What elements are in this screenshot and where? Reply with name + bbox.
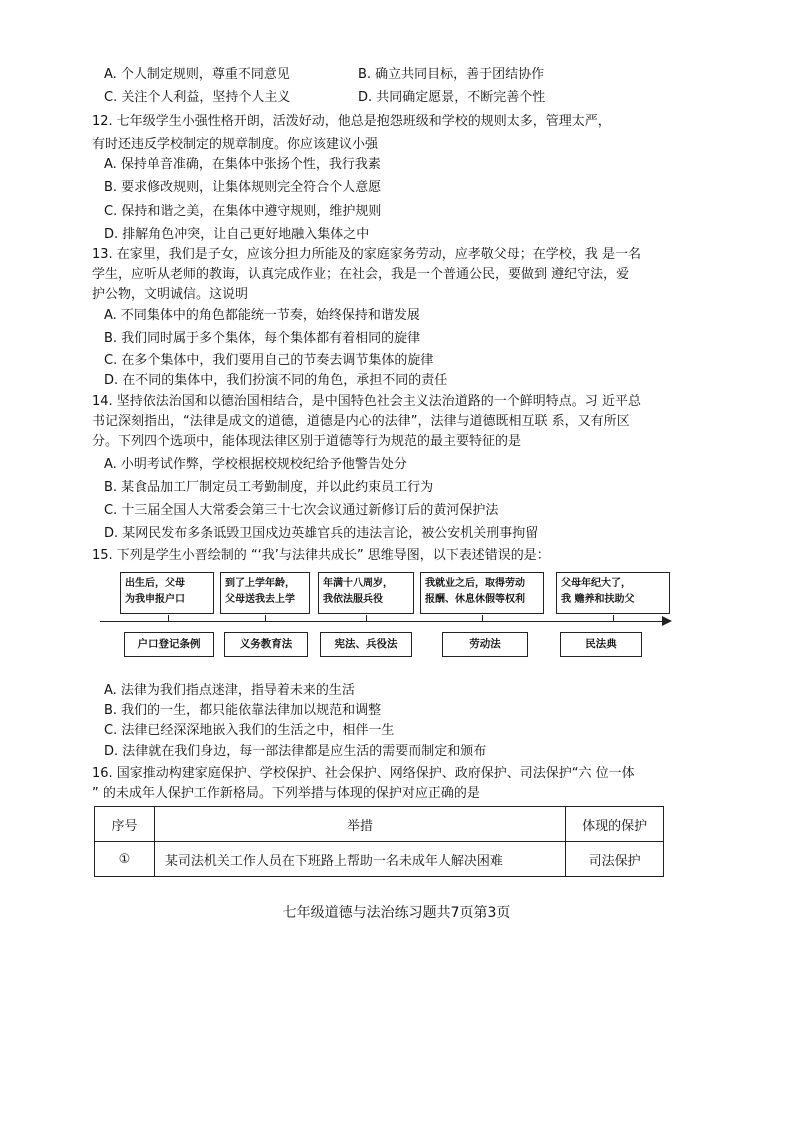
q14-option-b: B. 某食品加工厂制定员工考勤制度，并以此约束员工行为 xyxy=(104,480,434,495)
q12-stem-line1: 12. 七年级学生小强性格开朗，活泼好动，他总是抱怨班级和学校的规则太多，管理太严， xyxy=(92,114,611,129)
q13-stem-line3: 护公物，文明诚信。这说明 xyxy=(92,287,249,302)
table-cell-index: ① xyxy=(95,842,155,877)
q12-option-c: C. 保持和谐之美，在集体中遵守规则，维护规则 xyxy=(104,204,382,219)
q14-stem-line3: 分。下列四个选项中，能体现法律区别于道德等行为规范的最主要特征的是 xyxy=(92,434,522,449)
q15-option-d: D. 法律就在我们身边，每一部法律都是应生活的需要而制定和颁布 xyxy=(104,744,487,759)
q12-option-b: B. 要求修改规则，让集体规则完全符合个人意愿 xyxy=(104,180,382,195)
q15-option-c: C. 法律已经深深地嵌入我们的生活之中，相伴一生 xyxy=(104,723,395,738)
event-line2: 报酬、休息休假等权利 xyxy=(425,594,525,605)
table-row xyxy=(95,842,664,877)
q12-option-a: A. 保持单音准确，在集体中张扬个性，我行我素 xyxy=(104,157,381,172)
q15-option-a: A. 法律为我们指点迷津，指导着未来的生活 xyxy=(104,683,355,698)
q15-stem: 15. 下列是学生小晋绘制的 “‘我’与法律共成长” 思维导图，以下表述错误的是： xyxy=(92,548,550,563)
mind-map-law: 劳动法 xyxy=(442,632,528,657)
event-line1: 父母年纪大了， xyxy=(561,578,631,589)
mind-map-event xyxy=(556,572,670,614)
event-line1: 到了上学年龄， xyxy=(225,578,295,589)
q13-option-b: B. 我们同时属于多个集体，每个集体都有着相同的旋律 xyxy=(104,331,421,346)
table-header-cell: 举措 xyxy=(154,807,565,842)
q14-stem-line2: 书记深刻指出，“法律是成文的道德，道德是内心的法律”，法律与道德既相互联 系，又有所区 xyxy=(92,414,630,429)
q11-option-b: B. 确立共同目标，善于团结协作 xyxy=(358,67,545,82)
protection-measures-table xyxy=(94,806,664,877)
q16-stem-line2: ” 的未成年人保护工作新格局。下列举措与体现的保护对应正确的是 xyxy=(92,786,480,801)
q11-option-a: A. 个人制定规则，尊重不同意见 xyxy=(104,67,290,82)
table-cell-protection: 司法保护 xyxy=(566,842,664,877)
event-line2: 我 赡养和扶助父 xyxy=(561,594,635,605)
event-line2: 父母送我去上学 xyxy=(225,594,295,605)
q14-option-a: A. 小明考试作弊，学校根据校规校纪给予他警告处分 xyxy=(104,457,407,472)
q11-option-d: D. 共同确定愿景，不断完善个性 xyxy=(358,90,546,105)
mind-map-law: 义务教育法 xyxy=(224,632,308,657)
page-footer: 七年级道德与法治练习题共7页第3页 xyxy=(282,905,511,921)
q11-option-c: C. 关注个人利益，坚持个人主义 xyxy=(104,90,291,105)
mind-map-law: 宪法、兵役法 xyxy=(320,632,412,657)
q16-stem-line1: 16. 国家推动构建家庭保护、学校保护、社会保护、网络保护、政府保护、司法保护“六 位一体 xyxy=(92,766,635,781)
q12-stem-line2: 有时还违反学校制定的规章制度。你应该建议小强 xyxy=(92,137,379,152)
event-line2: 为我申报户口 xyxy=(125,594,185,605)
event-line2: 我依法服兵役 xyxy=(323,594,383,605)
q13-option-a: A. 不同集体中的角色都能统一节奏，始终保持和谐发展 xyxy=(104,308,420,323)
q14-option-c: C. 十三届全国人大常委会第三十七次会议通过新修订后的黄河保护法 xyxy=(104,503,499,518)
event-line1: 出生后，父母 xyxy=(125,578,185,589)
table-cell-measure: 某司法机关工作人员在下班路上帮助一名未成年人解决困难 xyxy=(154,842,565,877)
timeline-arrow-icon xyxy=(662,616,672,626)
event-line1: 年满十八周岁， xyxy=(323,578,393,589)
q13-stem-line2: 学生，应听从老师的教诲，认真完成作业；在社会，我是一个普通公民，要做到 遵纪守法，爱 xyxy=(92,267,630,282)
q13-option-c: C. 在多个集体中，我们要用自己的节奏去调节集体的旋律 xyxy=(104,353,434,368)
mind-map-event xyxy=(120,572,214,614)
q12-option-d: D. 排解角色冲突，让自己更好地融入集体之中 xyxy=(104,227,370,242)
q13-option-d: D. 在不同的集体中，我们扮演不同的角色，承担不同的责任 xyxy=(104,373,448,388)
mind-map-event xyxy=(420,572,544,614)
mind-map-event xyxy=(318,572,414,614)
table-header-cell: 序号 xyxy=(95,807,155,842)
mind-map-law: 民法典 xyxy=(560,632,642,657)
mind-map-event xyxy=(220,572,310,614)
q14-option-d: D. 某网民发布多条诋毁卫国戍边英雄官兵的违法言论，被公安机关刑事拘留 xyxy=(104,526,539,541)
timeline-axis xyxy=(100,621,666,622)
mind-map-law: 户口登记条例 xyxy=(124,632,214,657)
q15-option-b: B. 我们的一生，都只能依靠法律加以规范和调整 xyxy=(104,703,382,718)
q14-stem-line1: 14. 坚持依法治国和以德治国相结合，是中国特色社会主义法治道路的一个鲜明特点。习 近平总 xyxy=(92,394,641,409)
table-header-cell: 体现的保护 xyxy=(566,807,664,842)
q13-stem-line1: 13. 在家里，我们是子女，应该分担力所能及的家庭家务劳动，应孝敬父母；在学校，我 是一名 xyxy=(92,247,641,262)
mind-map-diagram xyxy=(96,568,676,660)
table-header-row xyxy=(95,807,664,842)
event-line1: 我就业之后，取得劳动 xyxy=(425,578,525,589)
